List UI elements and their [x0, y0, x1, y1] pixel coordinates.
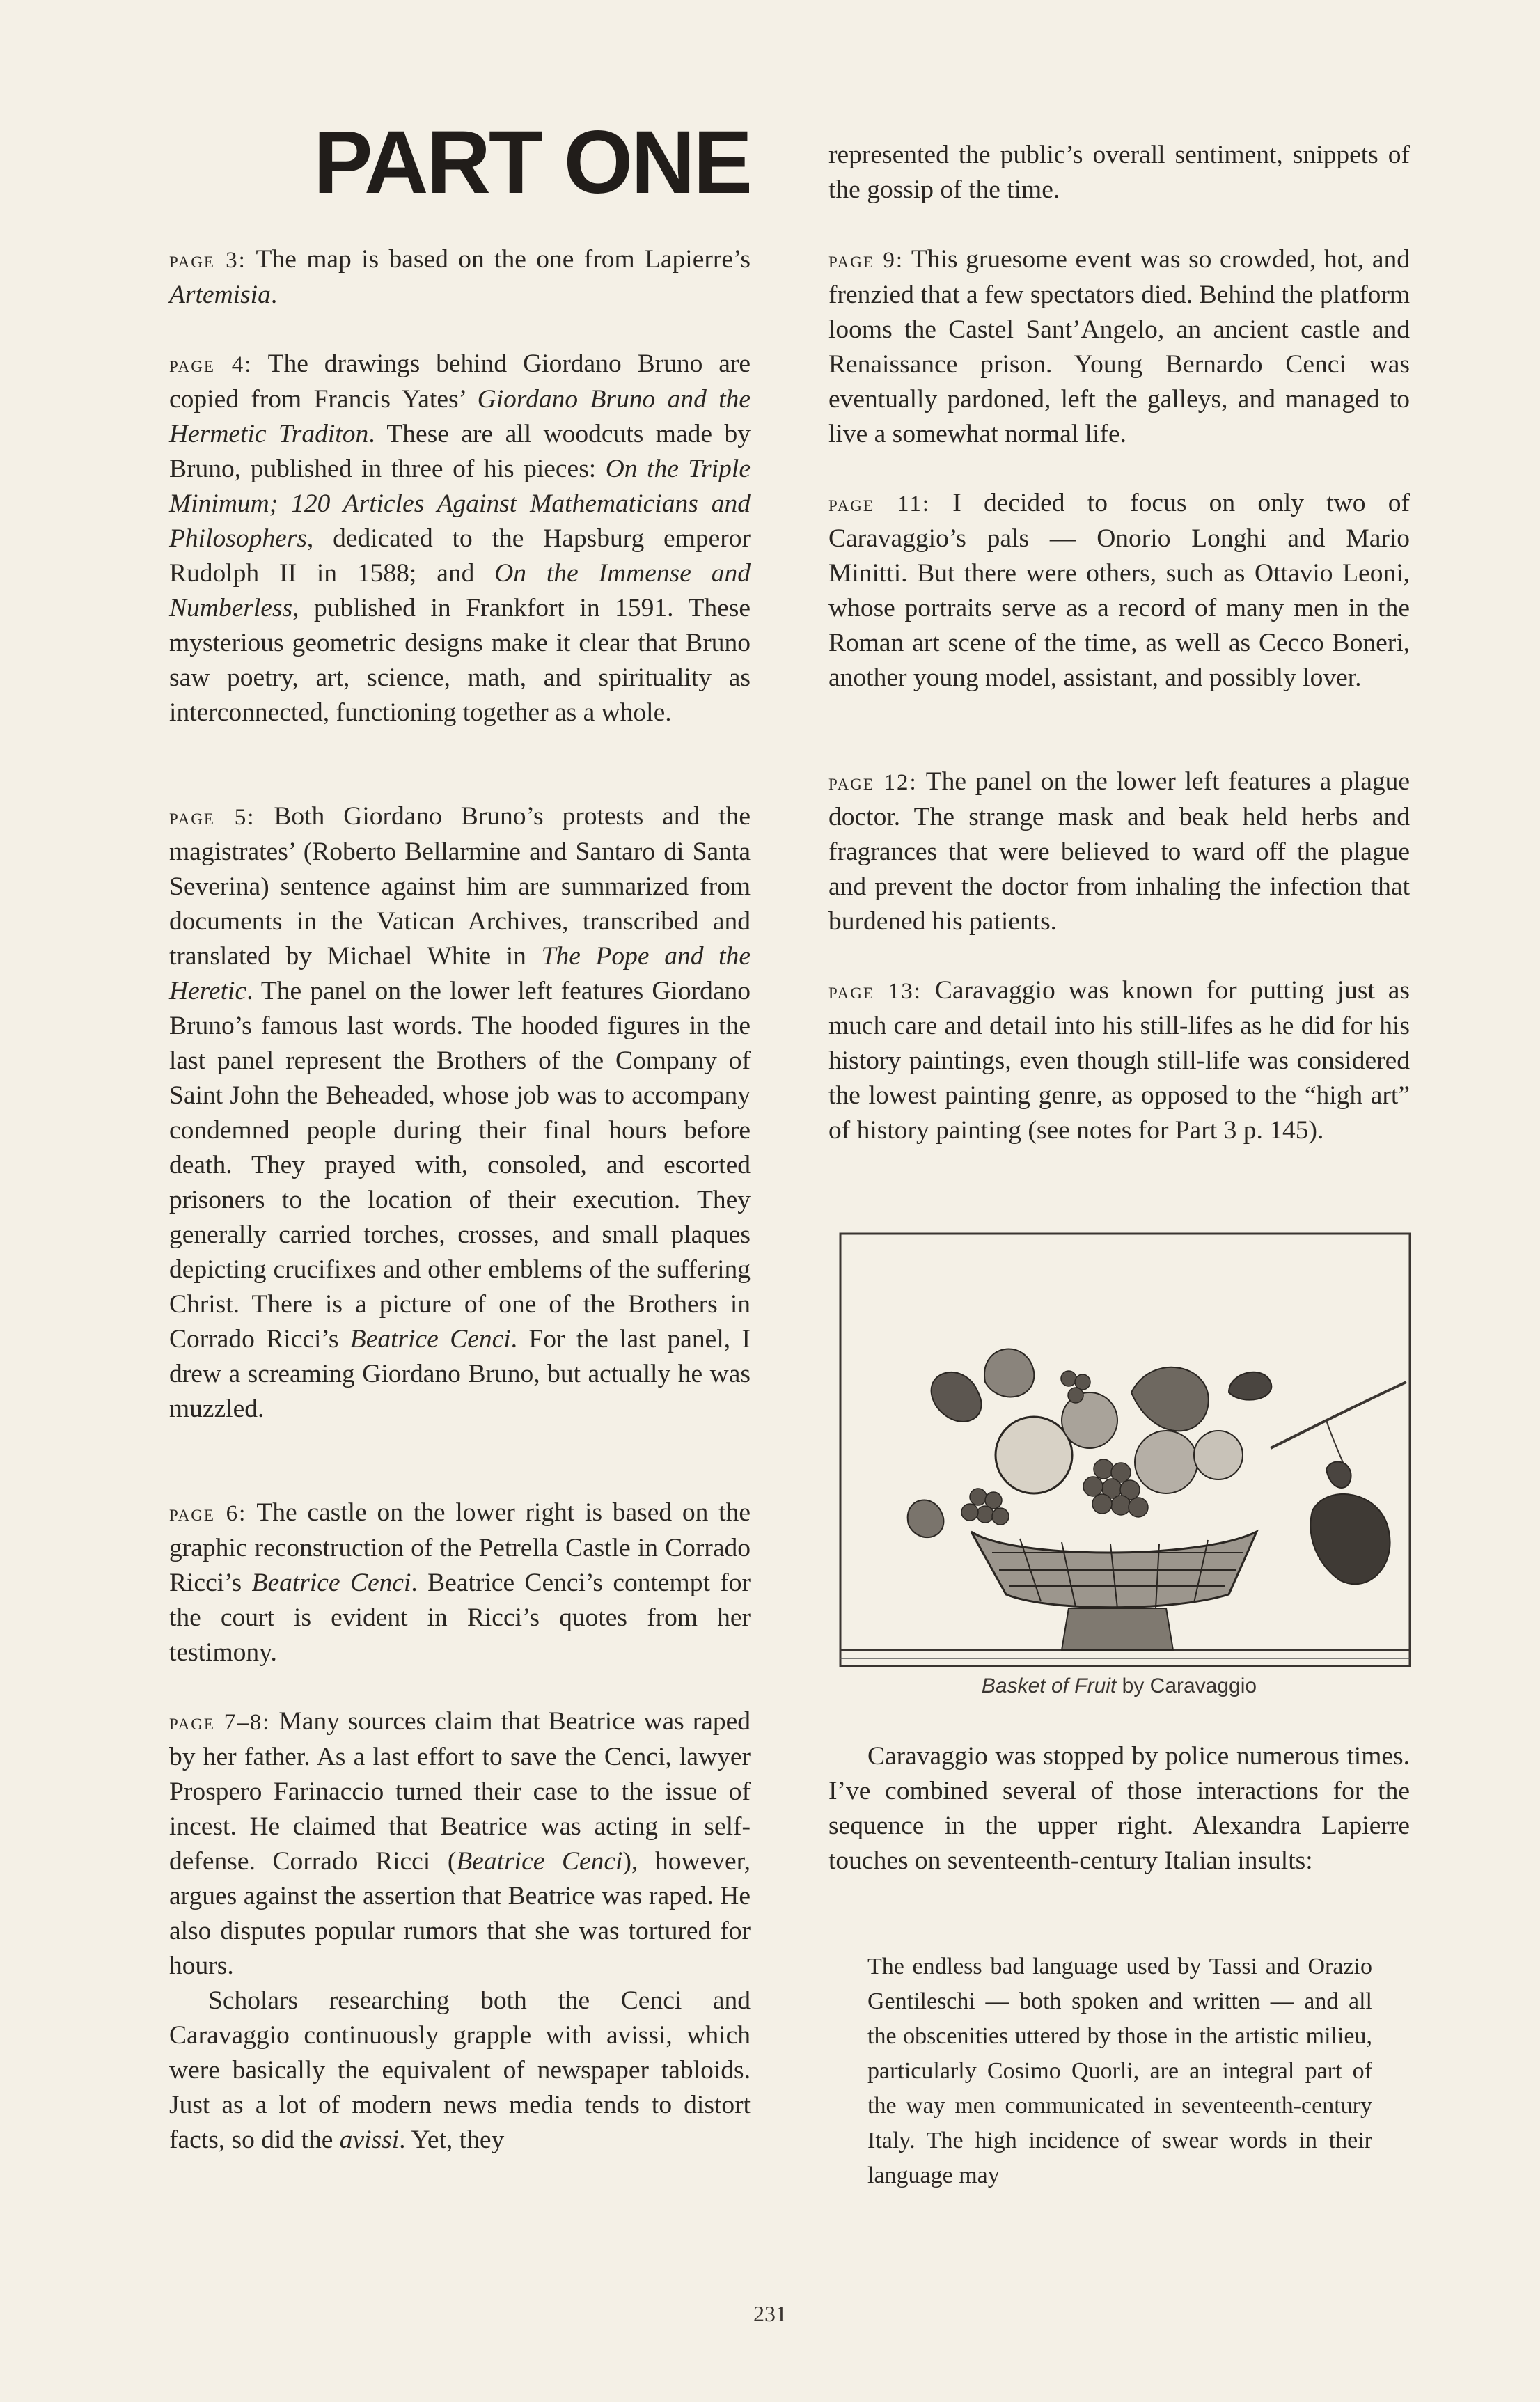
note-label: page 13:: [828, 979, 922, 1004]
note-label: page 4:: [169, 352, 253, 377]
note-page-11: page 11: I decided to focus on only two of Caravaggio’s pals — Onorio Longhi and Mario Minitti. But there were others, such as Ottavio Leoni, whose portraits serve as a record of many men in the Roman art scene of the time, as well as Cecco Boneri, another young model, assistant, and possibly lover.: [828, 489, 1410, 692]
page-number: 231: [753, 2301, 787, 2326]
note-page-5: page 5: Both Giordano Bruno’s protests and the magistrates’ (Roberto Bellarmine and Santaro di Santa Severina) sentence against him are summarized from documents in the Vatican Archives, transcribed and translated by Michael White in The Pope and the Heretic. The panel on the lower left features Giordano Bruno’s famous last words. The hooded figures in the last panel represent the Brothers of the Company of Saint John the Beheaded, whose job was to accompany condemned people during their final hours before death. They prayed with, consoled, and escorted prisoners to the location of their execution. They generally carried torches, crosses, and small plaques depicting crucifixes and other emblems of the suffering Christ. There is a picture of one of the Brothers in Corrado Ricci’s Beatrice Cenci. For the last panel, I drew a screaming Giordano Bruno, but actually he was muzzled.: [169, 802, 751, 1423]
note-label: page 7–8:: [169, 1710, 271, 1735]
continued-paragraph: represented the public’s overall sentiment, snippets of the gossip of the time.: [828, 141, 1410, 204]
note-page-9: page 9: This gruesome event was so crowded, hot, and frenzied that a few spectators died. Behind the platform looms the Castel Sant’Angelo, an ancient castle and Renaissance prison. Young Bernardo Cenci was eventually pardoned, left the galleys, and managed to live a somewhat normal life.: [828, 245, 1410, 448]
note-page-6: page 6: The castle on the lower right is based on the graphic reconstruction of the Petrella Castle in Corrado Ricci’s Beatrice Cenci. Beatrice Cenci’s contempt for the court is evident in Ricci’s quotes from her testimony.: [169, 1498, 751, 1667]
note-page-4: page 4: The drawings behind Giordano Bruno are copied from Francis Yates’ Giordano Bruno and the Hermetic Traditon. These are all woodcuts made by Bruno, published in three of his pieces: On the Triple Minimum; 120 Articles Against Mathematicians and Philosophers, dedicated to the Hapsburg emperor Rudolph II in 1588; and On the Immense and Numberless, published in Frankfort in 1591. These mysterious geometric designs make it clear that Bruno saw poetry, art, science, math, and spirituality as interconnected, functioning together as a whole.: [169, 350, 751, 727]
note-label: page 6:: [169, 1501, 247, 1526]
still-life-drawing: [839, 1232, 1411, 1667]
note-page-7-8: page 7–8: Many sources claim that Beatrice was raped by her father. As a last effort to save the Cenci, lawyer Prospero Farinaccio turned their case to the issue of incest. He claimed that Beatrice was acting in self-defense. Corrado Ricci (Beatrice Cenci), however, argues against the assertion that Beatrice was raped. He also disputes popular rumors that she was tortured for hours. Scholars researching both the Cenci and Caravaggio continuously grapple with avissi, which were basically the equivalent of newspaper tabloids. Just as a lot of modern news media tends to distort facts, so did the avissi. Yet, they: [169, 1704, 751, 2158]
scholars-paragraph: Scholars researching both the Cenci and Caravaggio continuously grapple with avissi, which were basically the equivalent of newspaper tabloids. Just as a lot of modern news media tends to distort facts, so did the avissi. Yet, they: [169, 1986, 751, 2154]
basket-of-fruit-illustration: [839, 1232, 1411, 1667]
note-page-3: page 3: The map is based on the one from Lapierre’s Artemisia.: [169, 245, 751, 309]
note-label: page 5:: [169, 805, 256, 830]
note-label: page 9:: [828, 248, 904, 273]
police-paragraph: Caravaggio was stopped by police numerous times. I’ve combined several of those interactions for the sequence in the upper right. Alexandra Lapierre touches on seventeenth-century Italian insults:: [828, 1742, 1410, 1875]
block-quote: The endless bad language used by Tassi and Orazio Gentileschi — both spoken and written — and all the obscenities uttered by those in the artistic milieu, particularly Cosimo Quorli, are an integral part of the way men communicated in seventeenth-century Italy. The high incidence of swear words in their language may: [867, 1954, 1372, 2188]
note-label: page 3:: [169, 248, 246, 273]
note-label: page 11:: [828, 492, 930, 517]
note-page-12: page 12: The panel on the lower left features a plague doctor. The strange mask and beak held herbs and fragrances that were believed to ward off the plague and prevent the doctor from inhaling the infection that burdened his patients.: [828, 767, 1410, 936]
page-title: PART ONE: [313, 113, 751, 212]
note-page-13: page 13: Caravaggio was known for putting just as much care and detail into his still-lifes as he did for his history paintings, even though still-life was considered the lowest painting genre, as opposed to the “high art” of history painting (see notes for Part 3 p. 145).: [828, 976, 1410, 1145]
figure-caption: Basket of Fruit by Caravaggio: [981, 1674, 1257, 1697]
note-label: page 12:: [828, 770, 918, 795]
